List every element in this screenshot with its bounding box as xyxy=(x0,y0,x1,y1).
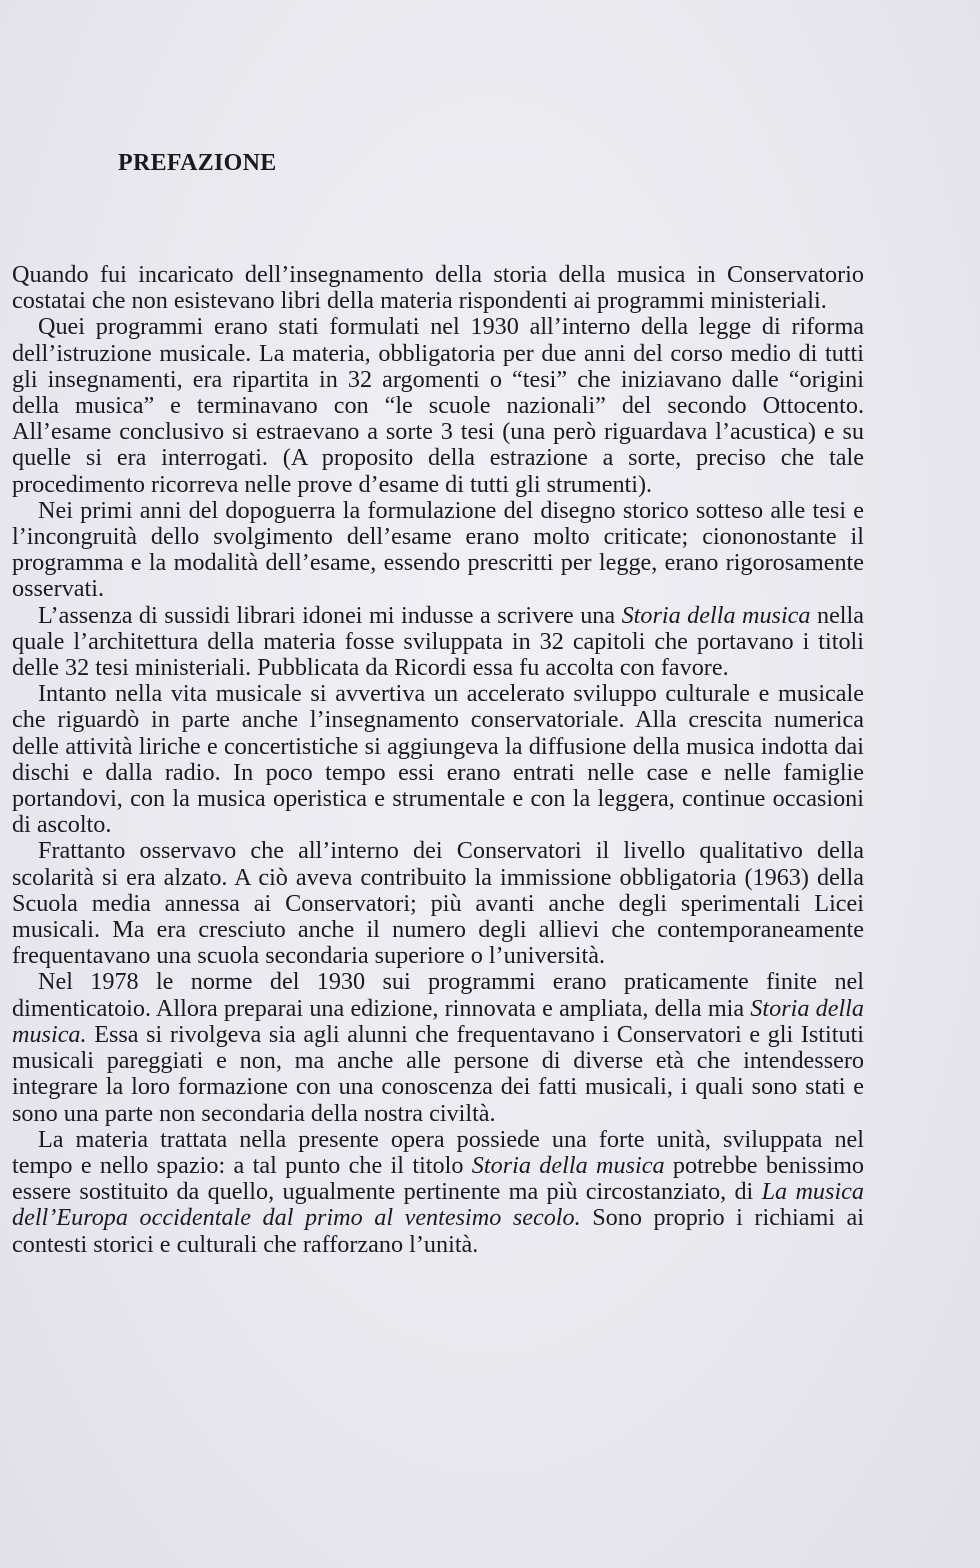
text-run: Intanto nella vita musicale si avvertiva un accelerato sviluppo culturale e musicale che riguardò in parte anche l’insegnamento conservatoriale. Alla crescita numerica delle attività liriche e concertistiche si aggiungeva la diffusione della musica indotta dai dischi e dalla radio. In poco tempo essi erano entrati nelle case e nelle famiglie portandovi, con la musica operistica e strumentale e con la leggera, continue occasioni di ascolto. xyxy=(12,680,864,839)
italic-title: Storia della musica xyxy=(621,601,811,629)
paragraph xyxy=(12,262,864,314)
italic-title: Storia della musica. xyxy=(12,994,864,1048)
text-run: L’assenza di sussidi librari idonei mi indusse a scrivere una xyxy=(38,601,622,629)
text-run: Sono proprio i richiami ai contesti storici e culturali che rafforzano l’unità. xyxy=(12,1204,864,1258)
paragraph xyxy=(12,603,864,682)
paragraph xyxy=(12,498,864,603)
text-run: potrebbe benissimo essere sostituito da quello, ugualmente pertinente ma più circostanziato, di xyxy=(12,1151,864,1206)
text-run: Nei primi anni del dopoguerra la formulazione del disegno storico sotteso alle tesi e l’incongruità dello svolgimento dell’esame erano molto criticate; ciononostante il programma e la modalità dell’esame, essendo prescritti per legge, erano rigorosamente osservati. xyxy=(12,496,864,603)
paragraph xyxy=(12,1127,864,1258)
paragraph xyxy=(12,969,864,1126)
paragraph xyxy=(12,681,864,838)
text-run: Quei programmi erano stati formulati nel 1930 all’interno della legge di riforma dell’istruzione musicale. La materia, obbligatoria per due anni del corso medio di tutti gli insegnamenti, era ripartita in 32 argomenti o “tesi” che iniziavano dalle “origini della musica” e terminavano con “le scuole nazionali” del secondo Ottocento. All’esame conclusivo si estraevano a sorte 3 tesi (una però riguardava l’acustica) e su quelle si era interrogati. (A proposito della estrazione a sorte, preciso che tale procedimento ricorreva nelle prove d’esame di tutti gli strumenti). xyxy=(12,313,864,498)
text-run: Essa si rivolgeva sia agli alunni che frequentavano i Conservatori e gli Istituti musicali pareggiati e non, ma anche alle persone di diverse età che intendessero integrare la loro formazione con una conoscenza dei fatti musicali, i quali sono stati e sono una parte non secondaria della nostra civiltà. xyxy=(12,1020,864,1127)
text-run: nella quale l’architettura della materia fosse sviluppata in 32 capitoli che portavano i titoli delle 32 tesi ministeriali. Pubblicata da Ricordi essa fu accolta con favore. xyxy=(12,601,864,682)
paragraph xyxy=(12,838,864,969)
text-run: Nel 1978 le norme del 1930 sui programmi erano praticamente finite nel dimenticatoio. Allora preparai una edizione, rinnovata e ampliata, della mia xyxy=(12,968,864,1022)
preface-body xyxy=(12,262,864,1258)
page-title: PREFAZIONE xyxy=(118,150,277,176)
text-run: Frattanto osservavo che all’interno dei Conservatori il livello qualitativo della scolarità si era alzato. A ciò aveva contribuito la immissione obbligatoria (1963) della Scuola media annessa ai Conservatori; più avanti anche degli sperimentali Licei musicali. Ma era cresciuto anche il numero degli allievi che contemporaneamente frequentavano una scuola secondaria superiore o l’università. xyxy=(12,837,864,970)
paragraph xyxy=(12,314,864,497)
italic-title: Storia della musica xyxy=(471,1151,665,1179)
text-run: La materia trattata nella presente opera possiede una forte unità, sviluppata nel tempo e nello spazio: a tal punto che il titolo xyxy=(12,1125,864,1179)
italic-title: La musica dell’Europa occidentale dal primo al ventesimo secolo. xyxy=(12,1178,864,1232)
text-run: Quando fui incaricato dell’insegnamento della storia della musica in Conservatorio costatai che non esistevano libri della materia rispondenti ai programmi ministeriali. xyxy=(12,261,864,315)
